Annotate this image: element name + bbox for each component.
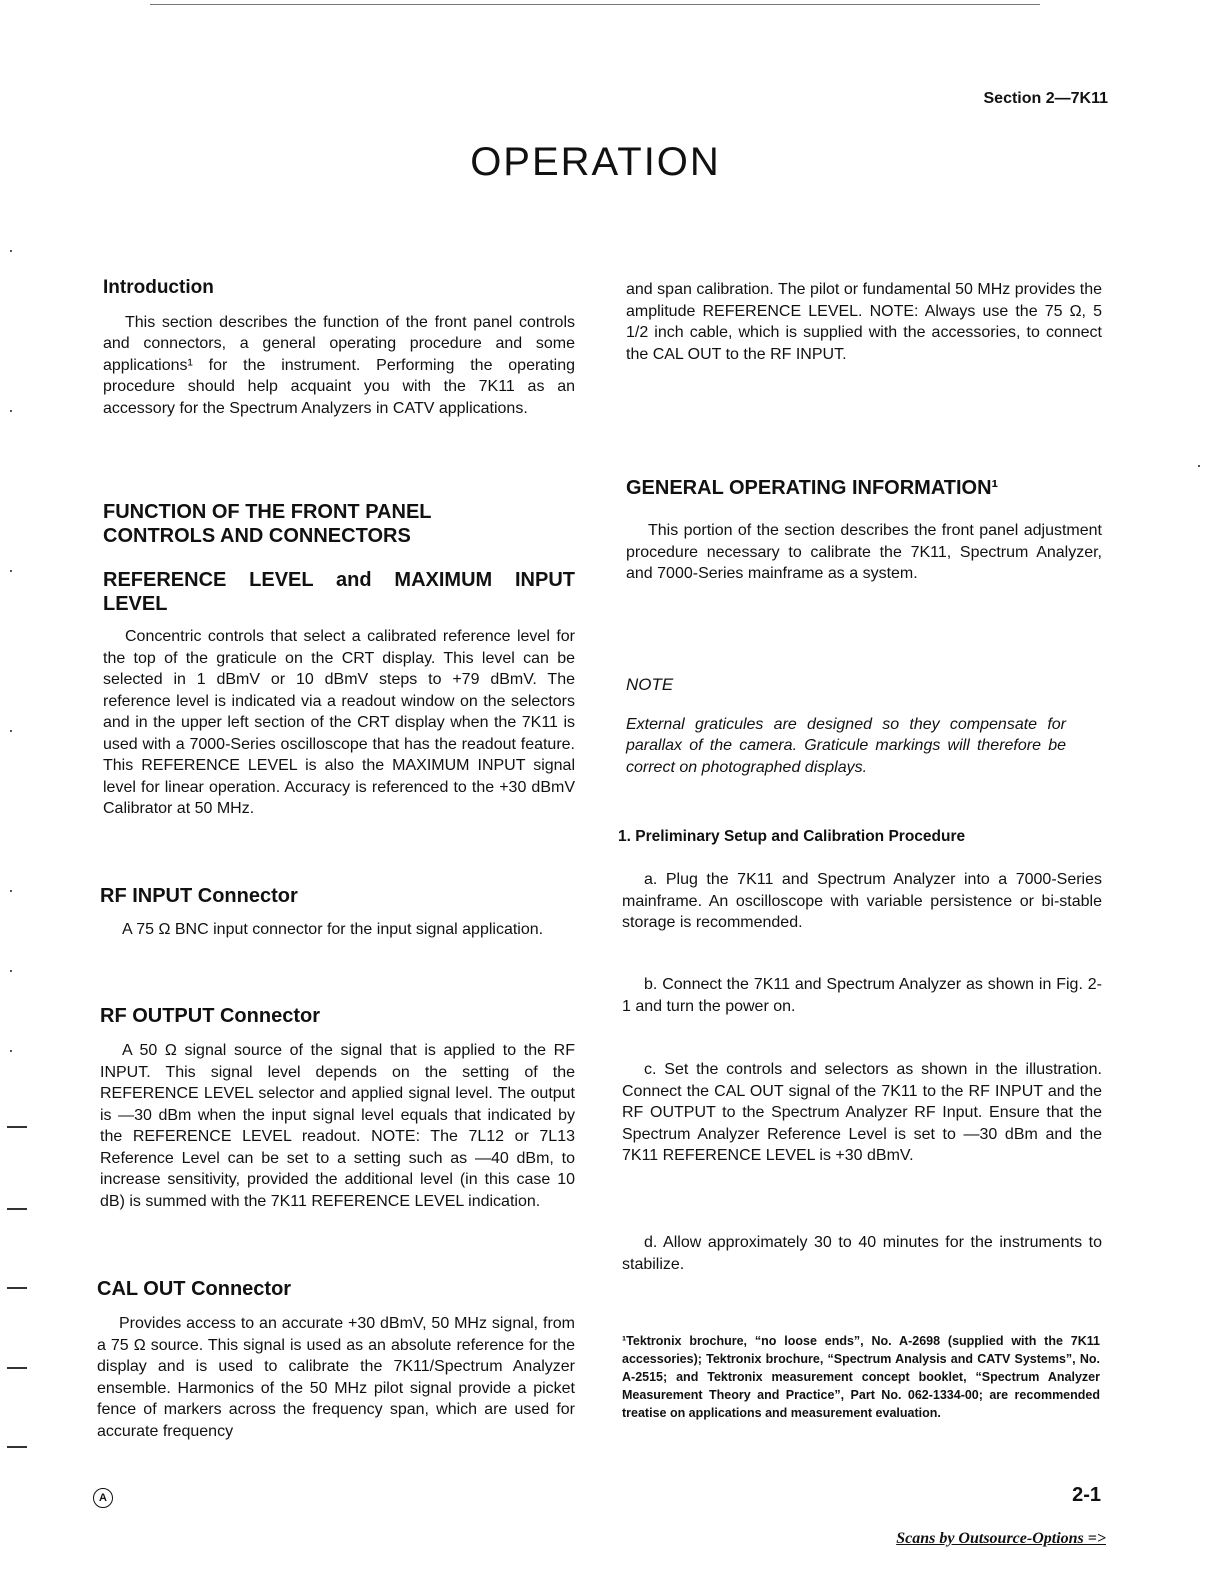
intro-paragraph: This section describes the function of the front panel controls and connectors, a general operating procedure and some applications¹ for the instrument. Performing the operating procedure should help acquaint you with the 7K11 as an accessory for the Spectrum Analyzers in CATV applications.: [103, 313, 575, 417]
step-b: [622, 974, 1102, 1017]
margin-dot: [10, 1050, 12, 1052]
step-a-text: a. Plug the 7K11 and Spectrum Analyzer into a 7000-Series mainframe. An oscilloscope with variable persistence or bi-stable storage is recommended.: [622, 871, 1102, 931]
general-paragraph: This portion of the section describes the front panel adjustment procedure necessary to calibrate the 7K11, Spectrum Analyzer, and 7000-Series mainframe as a system.: [626, 522, 1102, 582]
page-title: OPERATION: [470, 140, 721, 184]
function-heading-line2: CONTROLS AND CONNECTORS: [103, 525, 411, 547]
note-text: External graticules are designed so they compensate for parallax of the camera. Graticule markings will therefore be correct on photographed displays.: [626, 715, 1066, 776]
procedure-section: [618, 826, 1102, 848]
margin-dot: [10, 410, 12, 412]
margin-dot: [10, 970, 12, 972]
scans-credit-link[interactable]: Scans by Outsource-Options =>: [896, 1530, 1106, 1547]
rf-output-paragraph: A 50 Ω signal source of the signal that is applied to the RF INPUT. This signal level depends on the setting of the REFERENCE LEVEL selector and applied signal level. The output is —30 dBm when the input signal level equals that indicated by the REFERENCE LEVEL readout. NOTE: The 7L12 or 7L13 Reference Level can be set to a setting such as —40 dBm, to increase sensitivity, provided the additional level (in this case 10 dB) is summed with the 7K11 REFERENCE LEVEL indication.: [100, 1042, 575, 1210]
right-column-continuation: [626, 279, 1102, 365]
margin-mark: [7, 1126, 27, 1128]
step-d: [622, 1232, 1102, 1275]
note-block: [626, 674, 1102, 778]
margin-dot: [10, 730, 12, 732]
function-heading-line1: FUNCTION OF THE FRONT PANEL: [103, 501, 432, 523]
general-heading: GENERAL OPERATING INFORMATION¹: [626, 477, 999, 499]
page-number: 2-1: [1072, 1484, 1101, 1506]
cal-out-paragraph: Provides access to an accurate +30 dBmV, 50 MHz signal, from a 75 Ω source. This signal is used as an absolute reference for the display and is used to calibrate the 7K11/Spectrum Analyzer ensemble. Harmonics of the 50 MHz pilot signal provide a picket fence of markers across the frequency span, which are used for accurate frequency: [97, 1315, 575, 1440]
rf-output-heading: RF OUTPUT Connector: [100, 1005, 320, 1027]
intro-heading: Introduction: [103, 277, 214, 298]
step-a: [622, 869, 1102, 934]
function-section: [103, 500, 575, 820]
rf-input-heading: RF INPUT Connector: [100, 885, 298, 907]
reference-level-heading: REFERENCE LEVEL and MAXIMUM INPUT LEVEL: [103, 569, 575, 615]
step-c-text: c. Set the controls and selectors as shown in the illustration. Connect the CAL OUT signal of the 7K11 to the RF INPUT and the RF OUTPUT to the Spectrum Analyzer RF Input. Ensure that the Spectrum Analyzer Reference Level is set to —30 dBm and the 7K11 REFERENCE LEVEL is +30 dBmV.: [622, 1061, 1102, 1164]
rf-input-paragraph: A 75 Ω BNC input connector for the input signal application.: [122, 921, 544, 938]
rf-output-section: [100, 1004, 575, 1212]
footnote-text: ¹Tektronix brochure, “no loose ends”, No. A-2698 (supplied with the 7K11 accessories); Tektronix brochure, “Spectrum Analysis and CATV Systems”, No. A-2515; and Tektronix measurement concept booklet, “Spectrum Analyzer Measurement Theory and Practice”, Part No. 062-1334-00; are recommended treatise on applications and measurement evaluation.: [622, 1334, 1100, 1420]
step-c: [622, 1059, 1102, 1167]
margin-dot: [1198, 465, 1200, 467]
section-label: Section 2—7K11: [983, 90, 1108, 107]
cal-out-heading: CAL OUT Connector: [97, 1278, 292, 1300]
top-rule: [150, 4, 1040, 5]
margin-mark: [7, 1287, 27, 1289]
footnote: [622, 1332, 1100, 1422]
note-label: NOTE: [626, 675, 674, 694]
rf-input-section: [100, 884, 575, 941]
cal-out-section: [97, 1277, 575, 1442]
calibration-continuation-paragraph: and span calibration. The pilot or fundamental 50 MHz provides the amplitude REFERENCE LEVEL. NOTE: Always use the 75 Ω, 5 1/2 inch cable, which is supplied with the accessories, to connect the CAL OUT to the RF INPUT.: [626, 281, 1102, 363]
margin-mark: [7, 1367, 27, 1369]
revision-mark: A: [93, 1488, 113, 1508]
step-b-text: b. Connect the 7K11 and Spectrum Analyzer as shown in Fig. 2-1 and turn the power on.: [622, 976, 1102, 1015]
margin-mark: [7, 1208, 27, 1210]
margin-dot: [10, 250, 12, 252]
procedure-heading: 1. Preliminary Setup and Calibration Procedure: [618, 828, 966, 845]
step-d-text: d. Allow approximately 30 to 40 minutes for the instruments to stabilize.: [622, 1234, 1102, 1273]
margin-dot: [10, 890, 12, 892]
left-column: [103, 277, 575, 419]
margin-dot: [10, 570, 12, 572]
margin-mark: [7, 1446, 27, 1448]
general-section: [626, 476, 1102, 585]
reference-level-paragraph: Concentric controls that select a calibrated reference level for the top of the graticule on the CRT display. This level can be selected in 1 dBmV or 10 dBmV steps to +79 dBmV. The reference level is indicated via a readout window on the selectors and in the upper left section of the CRT display when the 7K11 is used with a 7000-Series oscilloscope that has the readout feature. This REFERENCE LEVEL is also the MAXIMUM INPUT signal level for linear operation. Accuracy is referenced to the +30 dBmV Calibrator at 50 MHz.: [103, 628, 575, 817]
